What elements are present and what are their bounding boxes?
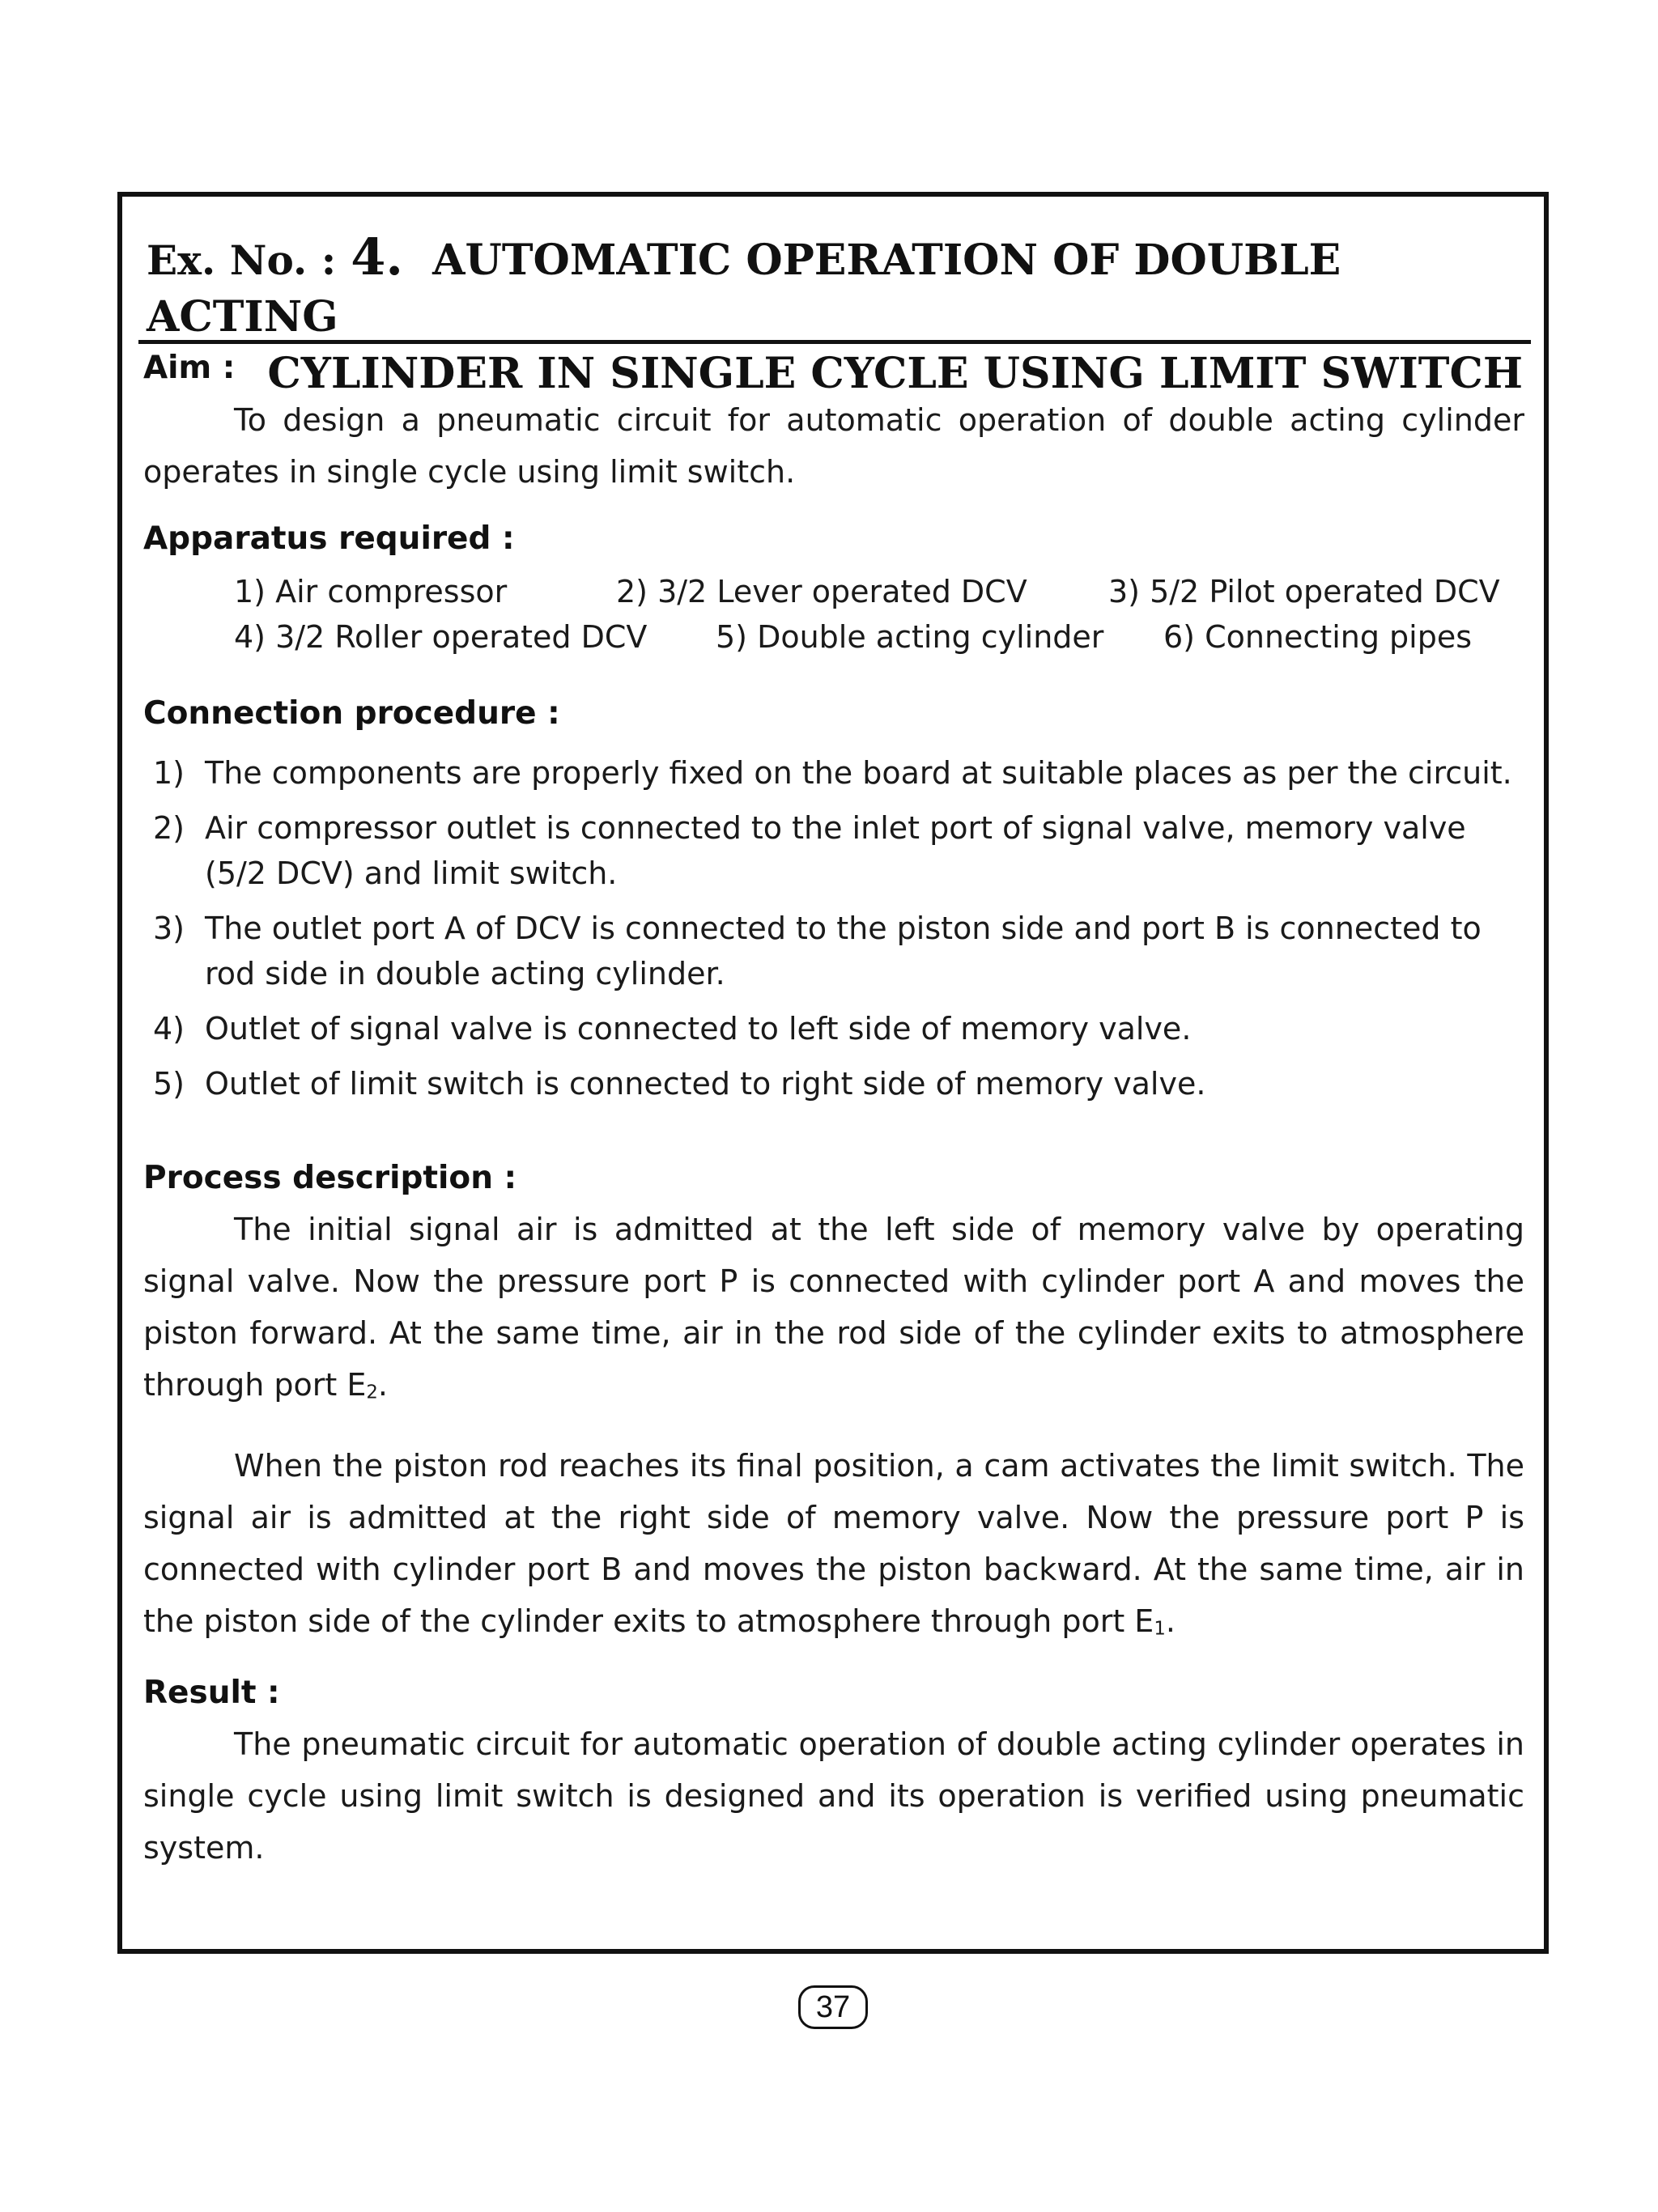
- process-text-1: The initial signal air is admitted at the left side of memory valve by operating signal valve. Now the pressure port P is connected with cylinder port A and moves the piston forward. At the same time, air in the rod side of the cylinder exits to atmosphere through port E: [143, 1212, 1524, 1403]
- connection-steps: [153, 750, 1513, 1116]
- apparatus-item: 2) 3/2 Lever operated DCV: [616, 574, 1027, 609]
- list-item: [153, 1061, 1513, 1106]
- page-number: 37: [798, 1985, 868, 2029]
- connection-heading: Connection procedure :: [143, 695, 560, 732]
- title-line-2: CYLINDER IN SINGLE CYCLE USING LIMIT SWITCH: [267, 349, 1523, 398]
- apparatus-item: 3) 5/2 Pilot operated DCV: [1108, 574, 1500, 609]
- list-item: [153, 906, 1513, 996]
- apparatus-row-1: [234, 569, 1529, 614]
- exercise-number: 4.: [351, 227, 404, 287]
- apparatus-row-2: [234, 614, 1529, 660]
- apparatus-item: 4) 3/2 Roller operated DCV: [234, 619, 648, 655]
- apparatus-item: 1) Air compressor: [234, 574, 508, 609]
- list-item: [153, 805, 1513, 896]
- exercise-label: Ex. No. :: [147, 236, 337, 284]
- process-text-2: When the piston rod reaches its final position, a cam activates the limit switch. The signal air is admitted at the right side of memory valve. Now the pressure port P is connected with cylinder port B and moves the piston backward. At the same time, air in the piston side of the cylinder exits to atmosphere through port E: [143, 1448, 1524, 1639]
- process-paragraph-1: [143, 1204, 1524, 1418]
- period: .: [377, 1367, 388, 1403]
- step-text: Air compressor outlet is connected to the inlet port of signal valve, memory valve (5/2 DCV) and limit switch.: [205, 810, 1466, 891]
- result-heading: Result :: [143, 1675, 280, 1711]
- apparatus-item: 6) Connecting pipes: [1163, 619, 1473, 655]
- step-number: 5): [153, 1066, 185, 1102]
- subscript: 2: [366, 1382, 378, 1403]
- title-rule: [138, 340, 1531, 344]
- list-item: [153, 750, 1513, 796]
- period: .: [1165, 1603, 1175, 1639]
- step-number: 1): [153, 755, 185, 791]
- aim-heading: Aim :: [143, 350, 236, 386]
- content-frame: [117, 192, 1549, 1954]
- process-heading: Process description :: [143, 1160, 517, 1196]
- page-title: [147, 229, 1523, 402]
- list-item: [153, 1006, 1513, 1051]
- step-text: Outlet of signal valve is connected to left side of memory valve.: [205, 1011, 1192, 1047]
- process-paragraph-2: [143, 1440, 1524, 1654]
- step-text: The outlet port A of DCV is connected to the piston side and port B is connected to rod side in double acting cylinder.: [205, 911, 1482, 991]
- step-text: Outlet of limit switch is connected to right side of memory valve.: [205, 1066, 1206, 1102]
- step-number: 4): [153, 1011, 185, 1047]
- apparatus-heading: Apparatus required :: [143, 520, 515, 557]
- step-number: 3): [153, 911, 185, 946]
- result-text: The pneumatic circuit for automatic operation of double acting cylinder operates in single cycle using limit switch is designed and its operation is verified using pneumatic system.: [143, 1726, 1524, 1866]
- apparatus-item: 5) Double acting cylinder: [716, 619, 1104, 655]
- subscript: 1: [1154, 1618, 1166, 1640]
- aim-text: To design a pneumatic circuit for automatic operation of double acting cylinder operates in single cycle using limit switch.: [143, 402, 1524, 490]
- step-text: The components are properly fixed on the board at suitable places as per the circuit.: [205, 755, 1512, 791]
- step-number: 2): [153, 810, 185, 846]
- title-line-1: AUTOMATIC OPERATION OF DOUBLE ACTING: [147, 236, 1341, 342]
